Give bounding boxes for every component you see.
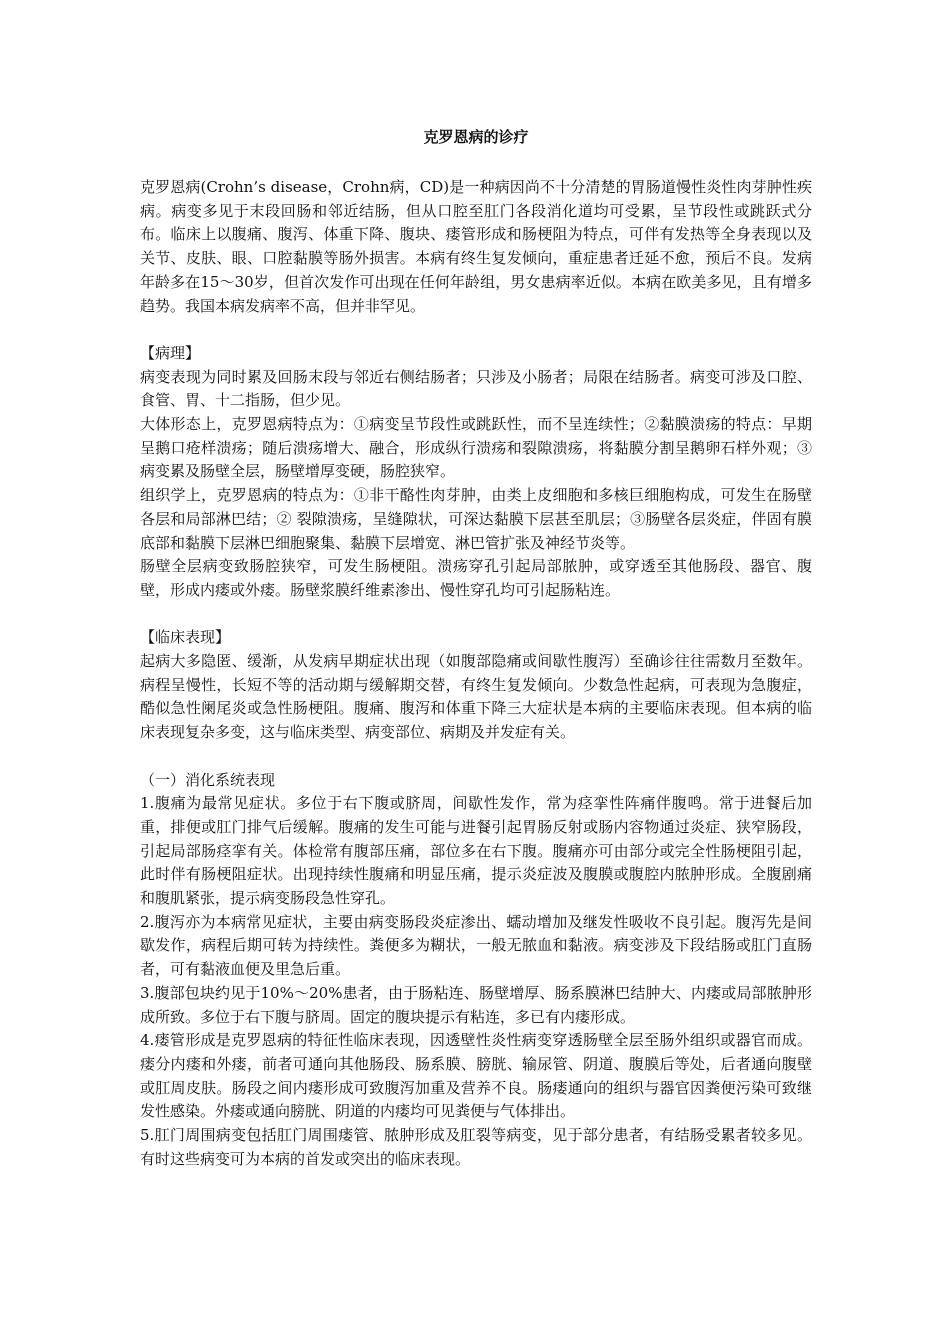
spacer: [140, 745, 812, 769]
digestive-item-2: 2.腹泻亦为本病常见症状，主要由病变肠段炎症渗出、蠕动增加及继发性吸收不良引起。腹泻先是间歇发作，病程后期可转为持续性。粪便多为糊状，一般无脓血和黏液。病变涉及下段结肠或肛门直肠者，可有黏液血便及里急后重。: [140, 912, 812, 979]
section-heading-clinical: 【临床表现】: [140, 628, 231, 647]
intro-paragraph: 克罗恩病(Crohn’s disease，Crohn病，CD)是一种病因尚不十分清楚的胃肠道慢性炎性肉芽肿性疾病。病变多见于末段回肠和邻近结肠，但从口腔至肛门各段消化道均可受累，呈节段性或跳跃式分布。临床上以腹痛、腹泻、体重下降、腹块、瘘管形成和肠梗阻为特点，可伴有发热等全身表现以及关节、皮肤、眼、口腔黏膜等肠外损害。本病有终生复发倾向，重症患者迁延不愈，预后不良。发病年龄多在15～30岁，但首次发作可出现在任何年龄组，男女患病率近似。本病在欧美多见，且有增多趋势。我国本病发病率不高，但并非罕见。: [140, 178, 812, 315]
document-title: 克罗恩病的诊疗: [423, 128, 529, 146]
section-heading-pathology: 【病理】: [140, 343, 201, 362]
digestive-item-3: 3.腹部包块约见于10%～20%患者，由于肠粘连、肠壁增厚、肠系膜淋巴结肿大、内瘘或局部脓肿形成所致。多位于右下腹与脐周。固定的腹块提示有粘连，多已有内瘘形成。: [140, 983, 812, 1026]
clinical-paragraph: 起病大多隐匿、缓渐，从发病早期症状出现（如腹部隐痛或间歇性腹泻）至确诊往往需数月至数年。病程呈慢性，长短不等的活动期与缓解期交替，有终生复发倾向。少数急性起病，可表现为急腹症，酷似急性阑尾炎或急性肠梗阻。腹痛、腹泻和体重下降三大症状是本病的主要临床表现。但本病的临床表现复杂多变，这与临床类型、病变部位、病期及并发症有关。: [140, 652, 812, 742]
pathology-paragraph-2: 大体形态上，克罗恩病特点为：①病变呈节段性或跳跃性，而不呈连续性；②黏膜溃疡的特点：早期呈鹅口疮样溃疡；随后溃疡增大、融合，形成纵行溃疡和裂隙溃疡，将黏膜分割呈鹅卵石样外观；③病变累及肠壁全层，肠壁增厚变硬，肠腔狭窄。: [140, 415, 812, 481]
subsection-heading-digestive: （一）消化系统表现: [140, 770, 276, 789]
spacer: [140, 318, 812, 342]
digestive-item-1: 1.腹痛为最常见症状。多位于右下腹或脐周，间歇性发作，常为痉挛性阵痛伴腹鸣。常于进餐后加重，排便或肛门排气后缓解。腹痛的发生可能与进餐引起胃肠反射或肠内容物通过炎症、狭窄肠段，引起局部肠痉挛有关。体检常有腹部压痛，部位多在右下腹。腹痛亦可由部分或完全性肠梗阻引起，此时伴有肠梗阻症状。出现持续性腹痛和明显压痛，提示炎症波及腹膜或腹腔内脓肿形成。全腹剧痛和腹肌紧张，提示病变肠段急性穿孔。: [140, 794, 812, 908]
digestive-item-4: 4.瘘管形成是克罗恩病的特征性临床表现，因透壁性炎性病变穿透肠壁全层至肠外组织或器官而成。瘘分内瘘和外瘘，前者可通向其他肠段、肠系膜、膀胱、输尿管、阴道、腹膜后等处，后者通向腹壁或肛周皮肤。肠段之间内瘘形成可致腹泻加重及营养不良。肠瘘通向的组织与器官因粪便污染可致继发性感染。外瘘或通向膀胱、阴道的内瘘均可见粪便与气体排出。: [140, 1031, 812, 1121]
spacer: [140, 603, 812, 627]
document-body: [140, 176, 812, 1171]
pathology-paragraph-4: 肠壁全层病变致肠腔狭窄，可发生肠梗阻。溃疡穿孔引起局部脓肿，或穿透至其他肠段、器官、腹壁，形成内瘘或外瘘。肠壁浆膜纤维素渗出、慢性穿孔均可引起肠粘连。: [140, 557, 812, 599]
digestive-item-5: 5.肛门周围病变包括肛门周围瘘管、脓肿形成及肛裂等病变，见于部分患者，有结肠受累者较多见。有时这些病变可为本病的首发或突出的临床表现。: [140, 1126, 812, 1168]
pathology-paragraph-1: 病变表现为同时累及回肠末段与邻近右侧结肠者；只涉及小肠者；局限在结肠者。病变可涉及口腔、食管、胃、十二指肠，但少见。: [140, 367, 812, 410]
pathology-paragraph-3: 组织学上，克罗恩病的特点为：①非干酪性肉芽肿，由类上皮细胞和多核巨细胞构成，可发生在肠壁各层和局部淋巴结；② 裂隙溃疡，呈缝隙状，可深达黏膜下层甚至肌层；③肠壁各层炎症，伴固有膜底部和黏膜下层淋巴细胞聚集、黏膜下层增宽、淋巴管扩张及神经节炎等。: [140, 486, 812, 552]
